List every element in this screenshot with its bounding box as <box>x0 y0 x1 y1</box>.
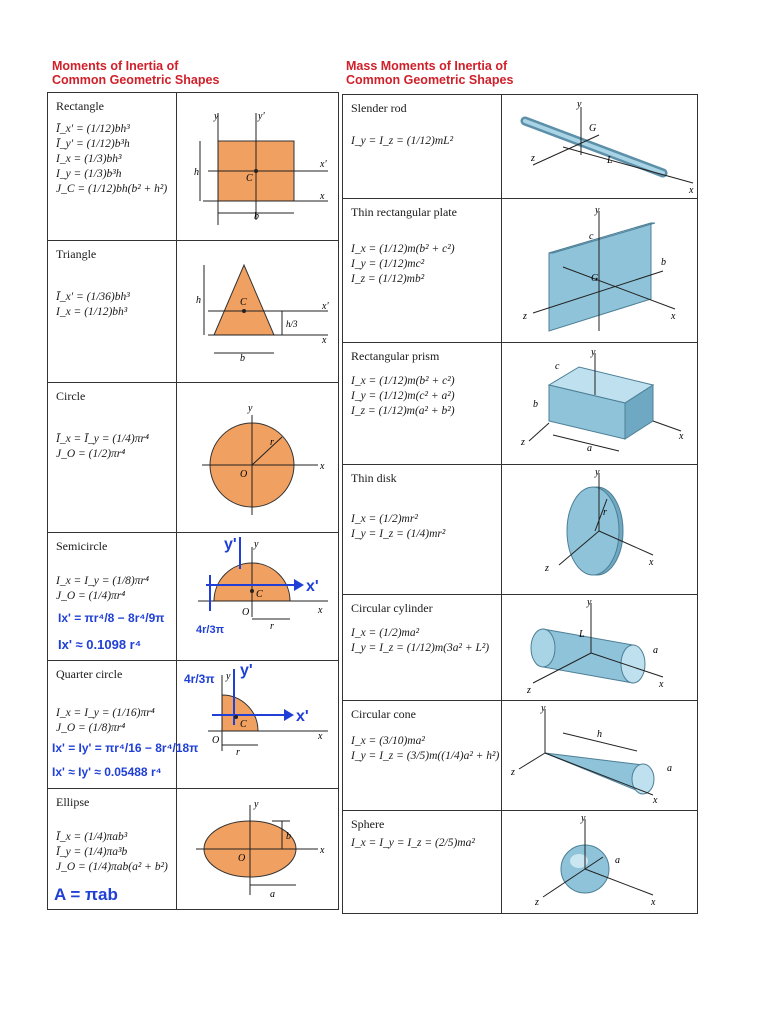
rectangle-formulas <box>56 99 167 197</box>
y-label: y <box>254 539 259 550</box>
centroid-label: C <box>256 589 263 600</box>
formula: I_x = (1/3)bh³ <box>56 153 122 165</box>
cylinder-formulas <box>351 601 489 656</box>
x-label: x <box>671 311 676 322</box>
formula: I_x = I_y = (1/8)πr⁴ <box>56 575 149 587</box>
cone-formulas <box>351 707 499 764</box>
y-label: y <box>587 597 592 608</box>
circular-cylinder-figure <box>503 597 697 699</box>
formula: Ī_y = (1/4)πa³b <box>56 846 128 858</box>
b-label: b <box>254 211 259 222</box>
handwritten-centroid: 4r/3π <box>196 624 224 636</box>
sphere-row <box>343 811 697 913</box>
shape-name: Rectangular prism <box>351 349 440 363</box>
heading-line-2: Common Geometric Shapes <box>346 73 514 87</box>
y-label: y <box>226 671 231 682</box>
area-moments-table <box>47 92 339 910</box>
x-label: x <box>659 679 664 690</box>
x-label: x <box>320 845 325 856</box>
shape-name: Thin rectangular plate <box>351 205 457 219</box>
origin-label: O <box>212 735 220 746</box>
y-label: y <box>581 813 586 824</box>
x-label: x <box>320 461 325 472</box>
formula: I_x = (1/12)m(b² + c²) <box>351 243 455 255</box>
thin-plate-row <box>343 199 697 343</box>
c-label: c <box>555 361 560 372</box>
y-prime-label: y' <box>258 111 265 122</box>
a-label: a <box>615 855 620 866</box>
formula: I_y = (1/3)b³h <box>56 168 122 180</box>
semicircle-row <box>48 533 338 661</box>
rectangle-row <box>48 93 338 241</box>
x-label: x <box>653 795 658 806</box>
handwritten-x-prime: x' <box>296 708 309 725</box>
handwritten-ixy-prime: Ix' = Iy' = πr⁴/16 − 8r⁴/18π <box>52 741 199 755</box>
handwritten-y-prime: y' <box>224 536 237 553</box>
rectangle-figure <box>178 95 338 239</box>
rod-formulas <box>351 101 453 149</box>
formula: Ī_x = (1/4)πab³ <box>56 831 128 843</box>
quarter-circle-formulas <box>56 667 155 736</box>
formula: I_z = (1/12)m(a² + b²) <box>351 405 455 417</box>
formula: Ī_y' = (1/12)b³h <box>56 138 130 150</box>
x-label: x <box>318 731 323 742</box>
formula: I_y = (1/12)mc² <box>351 258 425 270</box>
formula: Ī_x = Ī_y = (1/4)πr⁴ <box>56 433 149 445</box>
shape-name: Ellipse <box>56 795 90 809</box>
x-prime-label: x' <box>322 301 329 312</box>
circle-row <box>48 383 338 533</box>
circular-cone-figure <box>503 703 697 809</box>
mass-moments-heading <box>346 59 513 87</box>
formula: J_O = (1/4)πab(a² + b²) <box>56 861 168 873</box>
formula: I_x = I_y = I_z = (2/5)ma² <box>351 837 475 849</box>
y-label: y <box>214 111 219 122</box>
handwritten-centroid: 4r/3π <box>184 672 215 686</box>
z-label: z <box>545 563 549 574</box>
ellipse-formulas <box>56 795 168 875</box>
centroid-label: C <box>246 173 253 184</box>
shape-name: Slender rod <box>351 101 407 115</box>
shape-name: Circular cone <box>351 707 416 721</box>
b-label: b <box>286 831 291 842</box>
formula: J_C = (1/12)bh(b² + h²) <box>56 183 168 195</box>
formula: I_y = I_z = (3/5)m((1/4)a² + h²) <box>351 750 500 762</box>
formula: J_O = (1/4)πr⁴ <box>56 590 126 602</box>
origin-label: O <box>238 853 246 864</box>
c-label: c <box>589 231 594 242</box>
shape-name: Sphere <box>351 817 385 831</box>
r-label: r <box>236 747 240 758</box>
origin-label: O <box>242 607 250 618</box>
quarter-circle-figure <box>178 661 338 787</box>
shape-name: Circular cylinder <box>351 601 433 615</box>
circular-cylinder-row <box>343 595 697 701</box>
thin-disk-figure <box>503 467 697 593</box>
g-label: G <box>591 273 599 284</box>
x-label: x <box>322 335 327 346</box>
b-label: b <box>661 257 666 268</box>
formula: I_y = I_z = (1/12)mL² <box>351 135 454 147</box>
ellipse-figure <box>178 791 338 907</box>
formula: I_y = (1/12)m(c² + a²) <box>351 390 455 402</box>
z-label: z <box>531 153 535 164</box>
shape-name: Quarter circle <box>56 667 123 681</box>
circle-formulas <box>56 389 149 462</box>
b-label: b <box>533 399 538 410</box>
formula: I_x = I_y = (1/16)πr⁴ <box>56 707 155 719</box>
a-label: a <box>667 763 672 774</box>
area-moments-heading <box>52 59 219 87</box>
centroid-label: C <box>240 297 247 308</box>
triangle-row <box>48 241 338 383</box>
semicircle-figure <box>178 533 338 659</box>
z-label: z <box>535 897 539 908</box>
rectangular-prism-row <box>343 343 697 465</box>
shape-name: Rectangle <box>56 99 104 113</box>
circle-figure <box>178 385 338 531</box>
y-label: y <box>595 205 600 216</box>
handwritten-x-prime: x' <box>306 578 319 595</box>
handwritten-area: A = πab <box>54 885 118 904</box>
semicircle-formulas <box>56 539 149 604</box>
l-label: L <box>607 155 613 166</box>
x-label: x <box>318 605 323 616</box>
x-label: x <box>320 191 325 202</box>
slender-rod-row <box>343 95 697 199</box>
z-label: z <box>511 767 515 778</box>
shape-name: Circle <box>56 389 86 403</box>
formula: I_x = (1/2)ma² <box>351 627 420 639</box>
formula: J_O = (1/2)πr⁴ <box>56 448 126 460</box>
h-label: h <box>194 167 199 178</box>
centroid-label: C <box>240 719 247 730</box>
a-label: a <box>653 645 658 656</box>
ellipse-row <box>48 789 338 909</box>
x-label: x <box>689 185 694 196</box>
x-label: x <box>679 431 684 442</box>
r-label: r <box>270 437 274 448</box>
formula: J_O = (1/8)πr⁴ <box>56 722 126 734</box>
thin-plate-figure <box>503 201 697 341</box>
handwritten-ix-prime: Ix' = πr⁴/8 − 8r⁴/9π <box>58 611 165 625</box>
y-label: y <box>248 403 253 414</box>
triangle-figure <box>178 243 338 381</box>
mass-moments-table <box>342 94 698 914</box>
l-label: L <box>579 629 585 640</box>
handwritten-ix-result: Ix' ≈ 0.1098 r⁴ <box>58 637 142 652</box>
triangle-formulas <box>56 247 130 320</box>
h-third-label: h/3 <box>286 319 298 329</box>
formula: I_z = (1/12)mb² <box>351 273 425 285</box>
y-label: y <box>577 99 582 110</box>
a-label: a <box>587 443 592 454</box>
g-label: G <box>589 123 597 134</box>
formula: I_x = (1/12)bh³ <box>56 306 128 318</box>
y-label: y <box>254 799 259 810</box>
z-label: z <box>527 685 531 696</box>
a-label: a <box>270 889 275 900</box>
b-label: b <box>240 353 245 364</box>
formula: Ī_x' = (1/36)bh³ <box>56 291 130 303</box>
origin-label: O <box>240 469 248 480</box>
handwritten-y-prime: y' <box>240 662 253 679</box>
x-label: x <box>651 897 656 908</box>
formula: I_x = (1/2)mr² <box>351 513 418 525</box>
handwritten-ixy-result: Ix' ≈ Iy' ≈ 0.05488 r⁴ <box>52 765 162 779</box>
rectangular-prism-figure <box>503 345 697 463</box>
plate-formulas <box>351 205 457 287</box>
x-prime-label: x' <box>320 159 327 170</box>
r-label: r <box>270 621 274 632</box>
disk-formulas <box>351 471 445 542</box>
x-label: x <box>649 557 654 568</box>
r-label: r <box>603 507 607 518</box>
slender-rod-figure <box>503 97 697 197</box>
formula: Ī_x' = (1/12)bh³ <box>56 123 130 135</box>
y-label: y <box>591 347 596 358</box>
sphere-formulas <box>351 817 475 851</box>
h-label: h <box>597 729 602 740</box>
z-label: z <box>523 311 527 322</box>
quarter-circle-row <box>48 661 338 789</box>
h-label: h <box>196 295 201 306</box>
heading-line-1: Mass Moments of Inertia of <box>346 59 508 73</box>
heading-line-2: Common Geometric Shapes <box>52 73 220 87</box>
circular-cone-row <box>343 701 697 811</box>
formula: I_x = (3/10)ma² <box>351 735 425 747</box>
shape-name: Semicircle <box>56 539 108 553</box>
prism-formulas <box>351 349 455 419</box>
y-label: y <box>595 467 600 478</box>
formula: I_x = (1/12)m(b² + c²) <box>351 375 455 387</box>
formula: I_y = I_z = (1/4)mr² <box>351 528 446 540</box>
sphere-figure <box>503 813 697 911</box>
formula: I_y = I_z = (1/12)m(3a² + L²) <box>351 642 490 654</box>
shape-name: Thin disk <box>351 471 397 485</box>
thin-disk-row <box>343 465 697 595</box>
heading-line-1: Moments of Inertia of <box>52 59 179 73</box>
y-label: y <box>541 703 546 714</box>
shape-name: Triangle <box>56 247 97 261</box>
z-label: z <box>521 437 525 448</box>
